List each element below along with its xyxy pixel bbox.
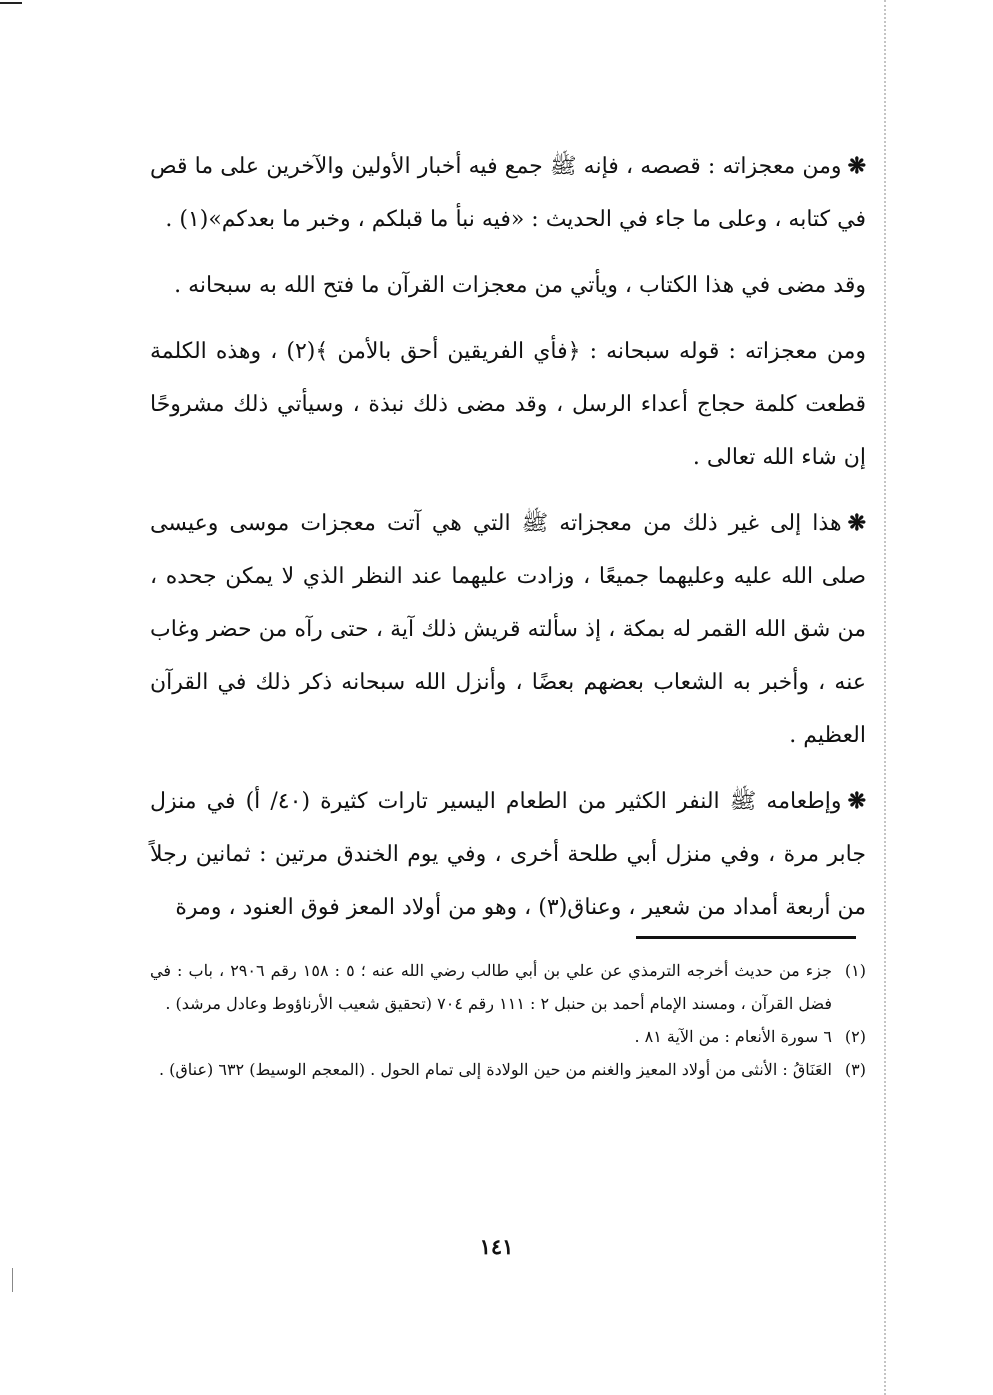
paragraph-already-mentioned — [150, 259, 866, 312]
page-number: ١٤١ — [479, 1234, 514, 1259]
footnote-number: (٣) — [844, 1060, 866, 1079]
scan-edge-mark-left — [12, 1268, 13, 1292]
footnote-1 — [150, 954, 866, 1020]
paragraph-text: وإطعامه ﷺ النفر الكثير من الطعام اليسير تارات كثيرة (٤٠/ أ) في منزل جابر مرة ، وفي منزل أبي طلحة أخرى ، وفي يوم الخندق مرتين : ثمانين رجلاً من أربعة أمداد من شعير ، وعناق(٣) ، وهو من أولاد المعز فوق العنود ، ومرة — [150, 789, 866, 920]
paragraph-text: وقد مضى في هذا الكتاب ، ويأتي من معجزات القرآن ما فتح الله به سبحانه . — [174, 273, 866, 298]
paragraph-feeding-many — [150, 775, 866, 934]
paragraph-text: ومن معجزاته : قصصه ، فإنه ﷺ جمع فيه أخبار الأولين والآخرين على ما قص في كتابه ، وعلى ما جاء في الحديث : «فيه نبأ ما قبلكم ، وخبر ما بعدكم»(١) . — [150, 154, 866, 232]
footnote-number: (٢) — [844, 1027, 866, 1046]
paragraph-splitting-moon — [150, 497, 866, 762]
scan-edge-mark — [0, 2, 22, 4]
paragraph-two-parties — [150, 325, 866, 484]
footnote-separator — [636, 936, 856, 939]
footnotes — [150, 954, 866, 1086]
paragraph-text: ومن معجزاته : قوله سبحانه : ﴿فأي الفريقين أحق بالأمن ﴾(٢) ، وهذه الكلمة قطعت كلمة حجاج أعداء الرسل ، وقد مضى ذلك نبذة ، وسيأتي ذلك مشروحًا إن شاء الله تعالى . — [150, 339, 866, 470]
main-text — [150, 140, 866, 947]
binding-dotted-line — [884, 0, 886, 1395]
footnote-3 — [150, 1053, 866, 1086]
footnote-text: ٦ سورة الأنعام : من الآية ٨١ . — [634, 1027, 832, 1046]
footnote-text: العَنَاقُ : الأنثى من أولاد المعيز والغنم من حين الولادة إلى تمام الحول . (المعجم الوسيط) ٦٣٢ (عناق) . — [158, 1060, 832, 1079]
star-bullet-icon: ❋ — [847, 510, 866, 536]
footnote-2 — [150, 1020, 866, 1053]
paragraph-miracles-stories — [150, 140, 866, 246]
footnote-text: جزء من حديث أخرجه الترمذي عن علي بن أبي طالب رضي الله عنه ؛ ٥ : ١٥٨ رقم ٢٩٠٦ ، باب : في فضل القرآن ، ومسند الإمام أحمد بن حنبل ٢ : ١١١ رقم ٧٠٤ (تحقيق شعيب الأرناؤوط وعادل مرشد) . — [150, 961, 832, 1013]
paragraph-text: هذا إلى غير ذلك من معجزاته ﷺ التي هي آتت معجزات موسى وعيسى صلى الله عليه وعليهما جميعًا ، وزادت عليهما عند النظر الذي لا يمكن جحده ، من شق الله القمر له بمكة ، إذ سألته قريش ذلك آية ، حتى رآه من حضر وغاب عنه ، وأخبر به الشعاب بعضهم بعضًا ، وأنزل الله سبحانه ذكر ذلك في القرآن العظيم . — [150, 511, 866, 748]
star-bullet-icon: ❋ — [847, 153, 866, 179]
footnote-number: (١) — [844, 961, 866, 980]
star-bullet-icon: ❋ — [847, 788, 866, 814]
